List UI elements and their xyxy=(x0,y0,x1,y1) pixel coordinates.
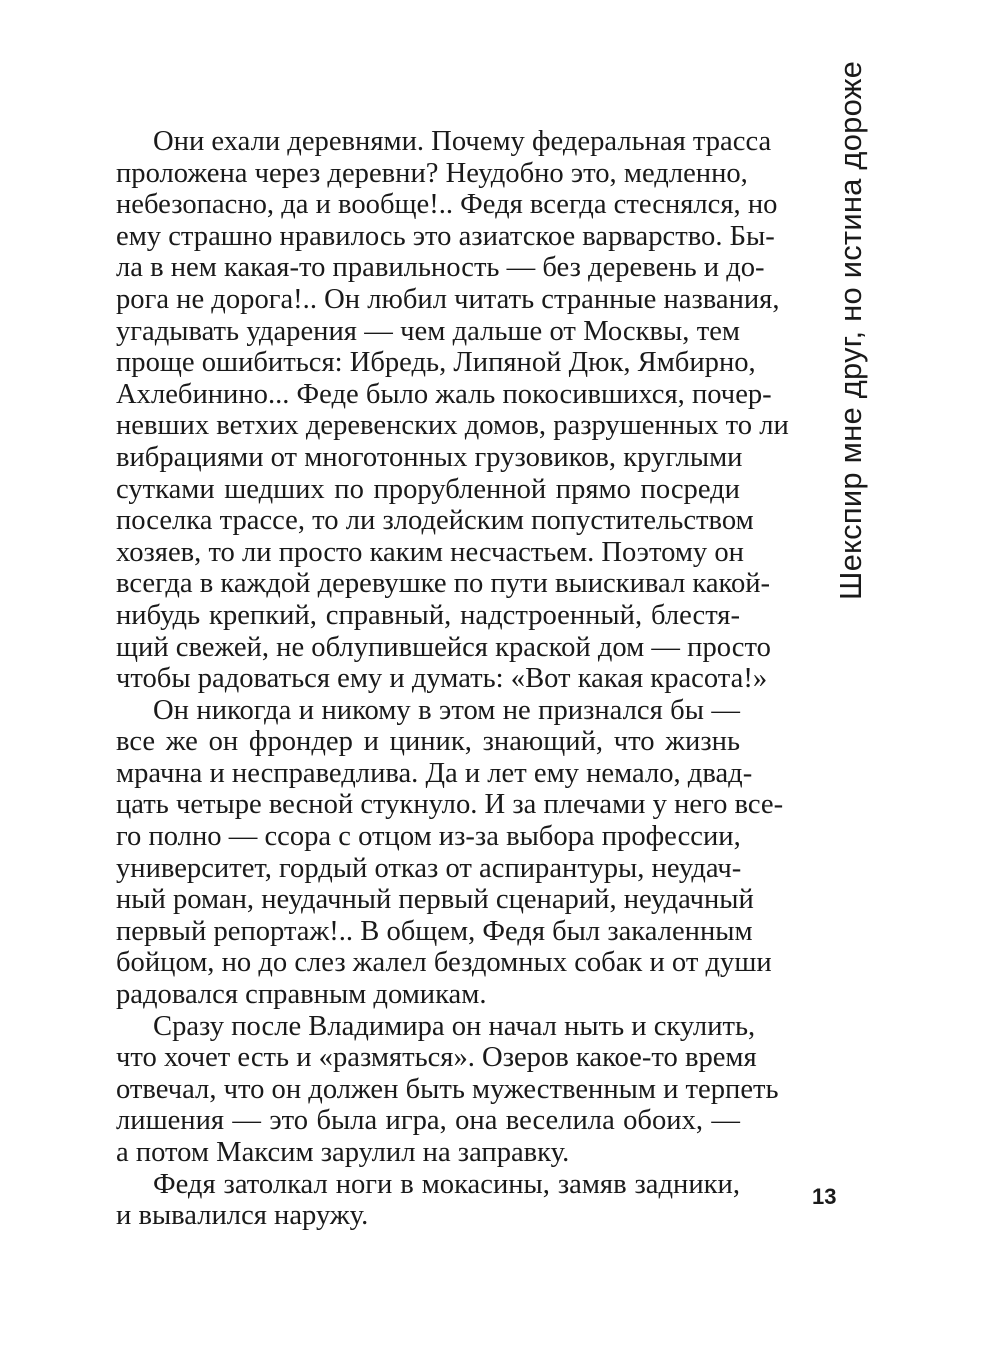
text-line: что хочет есть и «размяться». Озеров какое-то время xyxy=(116,1042,757,1074)
text-line: лишения — это была игра, она веселила обоих, — xyxy=(116,1105,740,1137)
text-line: университет, гордый отказ от аспирантуры, неудач- xyxy=(116,852,742,884)
text-line: ный роман, неудачный первый сценарий, неудачный xyxy=(116,884,754,916)
text-line: всегда в каждой деревушке по пути выискивал какой- xyxy=(116,568,771,600)
page-number: 13 xyxy=(812,1184,837,1209)
text-line: вибрациями от многотонных грузовиков, круглыми xyxy=(116,441,743,473)
text-line: хозяев, то ли просто каким несчастьем. Поэтому он xyxy=(116,536,744,568)
text-line: чтобы радоваться ему и думать: «Вот какая красота!» xyxy=(116,663,768,695)
text-line: все же он фрондер и циник, знающий, что жизнь xyxy=(116,726,740,758)
running-head: Шекспир мне друг, но истина дороже xyxy=(833,60,868,600)
text-line: нибудь крепкий, справный, надстроенный, блестя- xyxy=(116,599,740,631)
text-line: Сразу после Владимира он начал ныть и скулить, xyxy=(153,1010,756,1042)
text-line: проще ошибиться: Ибредь, Липяной Дюк, Ямбирно, xyxy=(116,347,756,379)
text-line: цать четыре весной стукнуло. И за плечами у него все- xyxy=(116,789,784,821)
text-line: угадывать ударения — чем дальше от Москвы, тем xyxy=(116,315,740,347)
text-line: сутками шедших по прорубленной прямо посреди xyxy=(116,473,740,505)
text-line: рога не дорога!.. Он любил читать странные названия, xyxy=(116,283,780,315)
text-line: Ахлебинино... Феде было жаль покосившихся, почер- xyxy=(116,378,772,410)
text-line: отвечал, что он должен быть мужественным и терпеть xyxy=(116,1073,779,1105)
text-line: первый репортаж!.. В общем, Федя был закаленным xyxy=(116,915,753,947)
text-line: го полно — ссора с отцом из-за выбора профессии, xyxy=(116,821,741,853)
text-line: и вывалился наружу. xyxy=(116,1200,369,1232)
body-text xyxy=(116,126,789,1232)
text-line: радовался справным домикам. xyxy=(116,979,487,1011)
text-line: проложена через деревни? Неудобно это, медленно, xyxy=(116,157,748,189)
text-line: Они ехали деревнями. Почему федеральная трасса xyxy=(153,126,772,157)
text-line: бойцом, но до слез жалел бездомных собак и от души xyxy=(116,947,772,979)
text-line: невших ветхих деревенских домов, разрушенных то ли xyxy=(116,410,789,442)
text-line: а потом Максим зарулил на заправку. xyxy=(116,1137,570,1168)
text-line: щий свежей, не облупившейся краской дом — просто xyxy=(116,631,771,663)
text-line: Федя затолкал ноги в мокасины, замяв задники, xyxy=(153,1168,740,1200)
text-line: мрачна и несправедлива. Да и лет ему немало, двад- xyxy=(116,757,753,789)
text-line: ла в нем какая-то правильность — без деревень и до- xyxy=(116,252,765,284)
text-line: небезопасно, да и вообще!.. Федя всегда стеснялся, но xyxy=(116,189,778,221)
text-line: поселка трассе, то ли злодейским попустительством xyxy=(116,505,754,537)
text-line: Он никогда и никому в этом не признался бы — xyxy=(153,694,740,726)
text-line: ему страшно нравилось это азиатское варварство. Бы- xyxy=(116,220,775,252)
